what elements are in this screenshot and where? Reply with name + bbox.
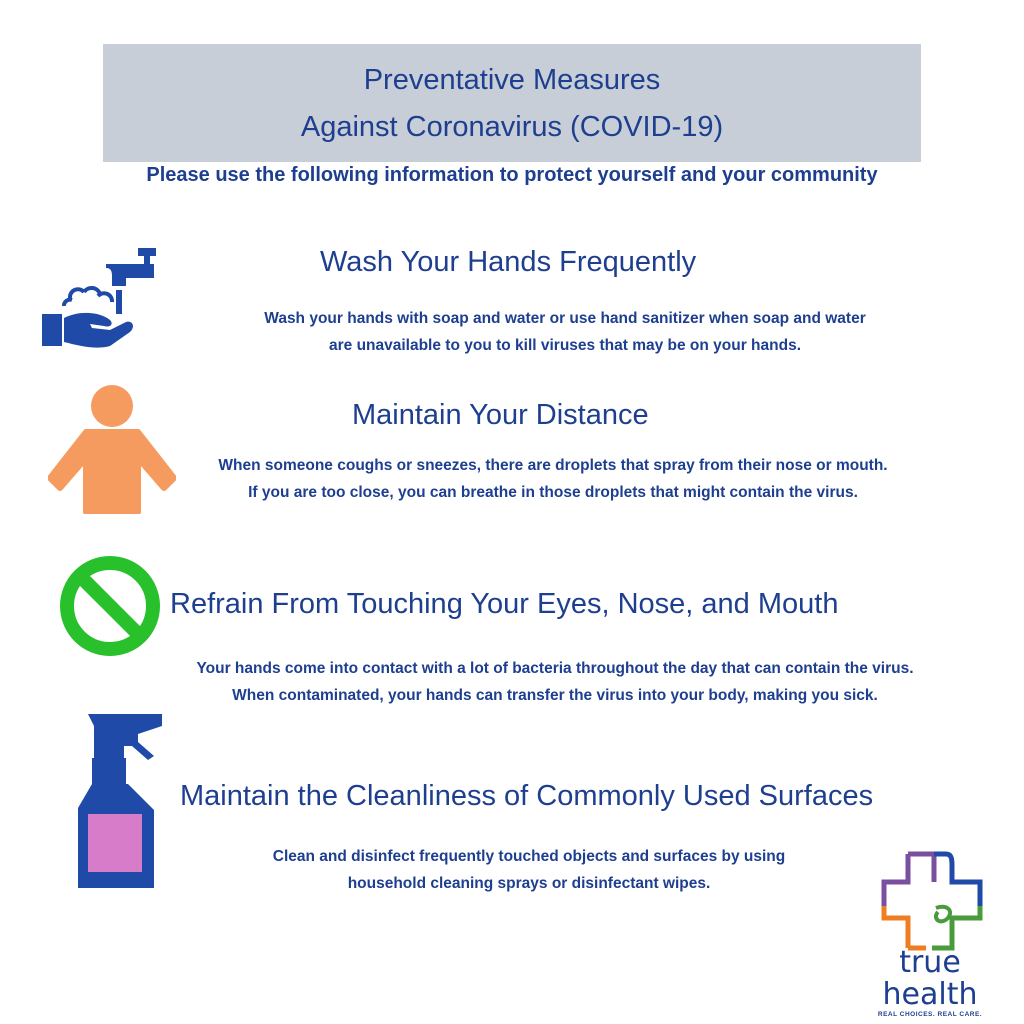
section-text-cleanliness-line2: household cleaning sprays or disinfectant wipes. (347, 875, 711, 892)
page-title-line2: Against Coronavirus (COVID-19) (300, 111, 724, 143)
true-health-logo-icon (876, 848, 988, 956)
section-text-distance-line2: If you are too close, you can breathe in those droplets that might contain the virus. (248, 484, 858, 501)
section-heading-distance: Maintain Your Distance (352, 399, 649, 431)
page-title-line1: Preventative Measures (363, 64, 661, 96)
prohibited-icon (58, 554, 162, 658)
section-heading-touching: Refrain From Touching Your Eyes, Nose, and Mouth (170, 588, 839, 620)
section-text-wash (0, 305, 1024, 359)
section-heading-wash: Wash Your Hands Frequently (320, 246, 697, 278)
section-text-touching-line1: Your hands come into contact with a lot of bacteria throughout the day that can contain the virus. (196, 660, 914, 677)
section-text-cleanliness-line1: Clean and disinfect frequently touched objects and surfaces by using (272, 848, 786, 865)
section-text-wash-line2: are unavailable to you to kill viruses that may be on your hands. (328, 337, 802, 354)
logo-tagline: REAL CHOICES. REAL CARE. (877, 1011, 983, 1018)
section-text-cleanliness (0, 843, 1024, 897)
section-text-touching-line2: When contaminated, your hands can transfer the virus into your body, making you sick. (232, 687, 878, 704)
logo-word-true: true (899, 945, 961, 980)
section-text-distance-line1: When someone coughs or sneezes, there are droplets that spray from their nose or mouth. (218, 457, 888, 474)
section-text-distance (0, 452, 1024, 506)
section-text-wash-line1: Wash your hands with soap and water or use hand sanitizer when soap and water (264, 310, 866, 327)
logo-word-health: health (882, 977, 978, 1012)
section-text-touching (0, 655, 1024, 709)
header-banner (103, 44, 921, 162)
section-heading-cleanliness: Maintain the Cleanliness of Commonly Used Surfaces (180, 780, 874, 812)
page-subtitle: Please use the following information to protect yourself and your community (146, 164, 878, 186)
